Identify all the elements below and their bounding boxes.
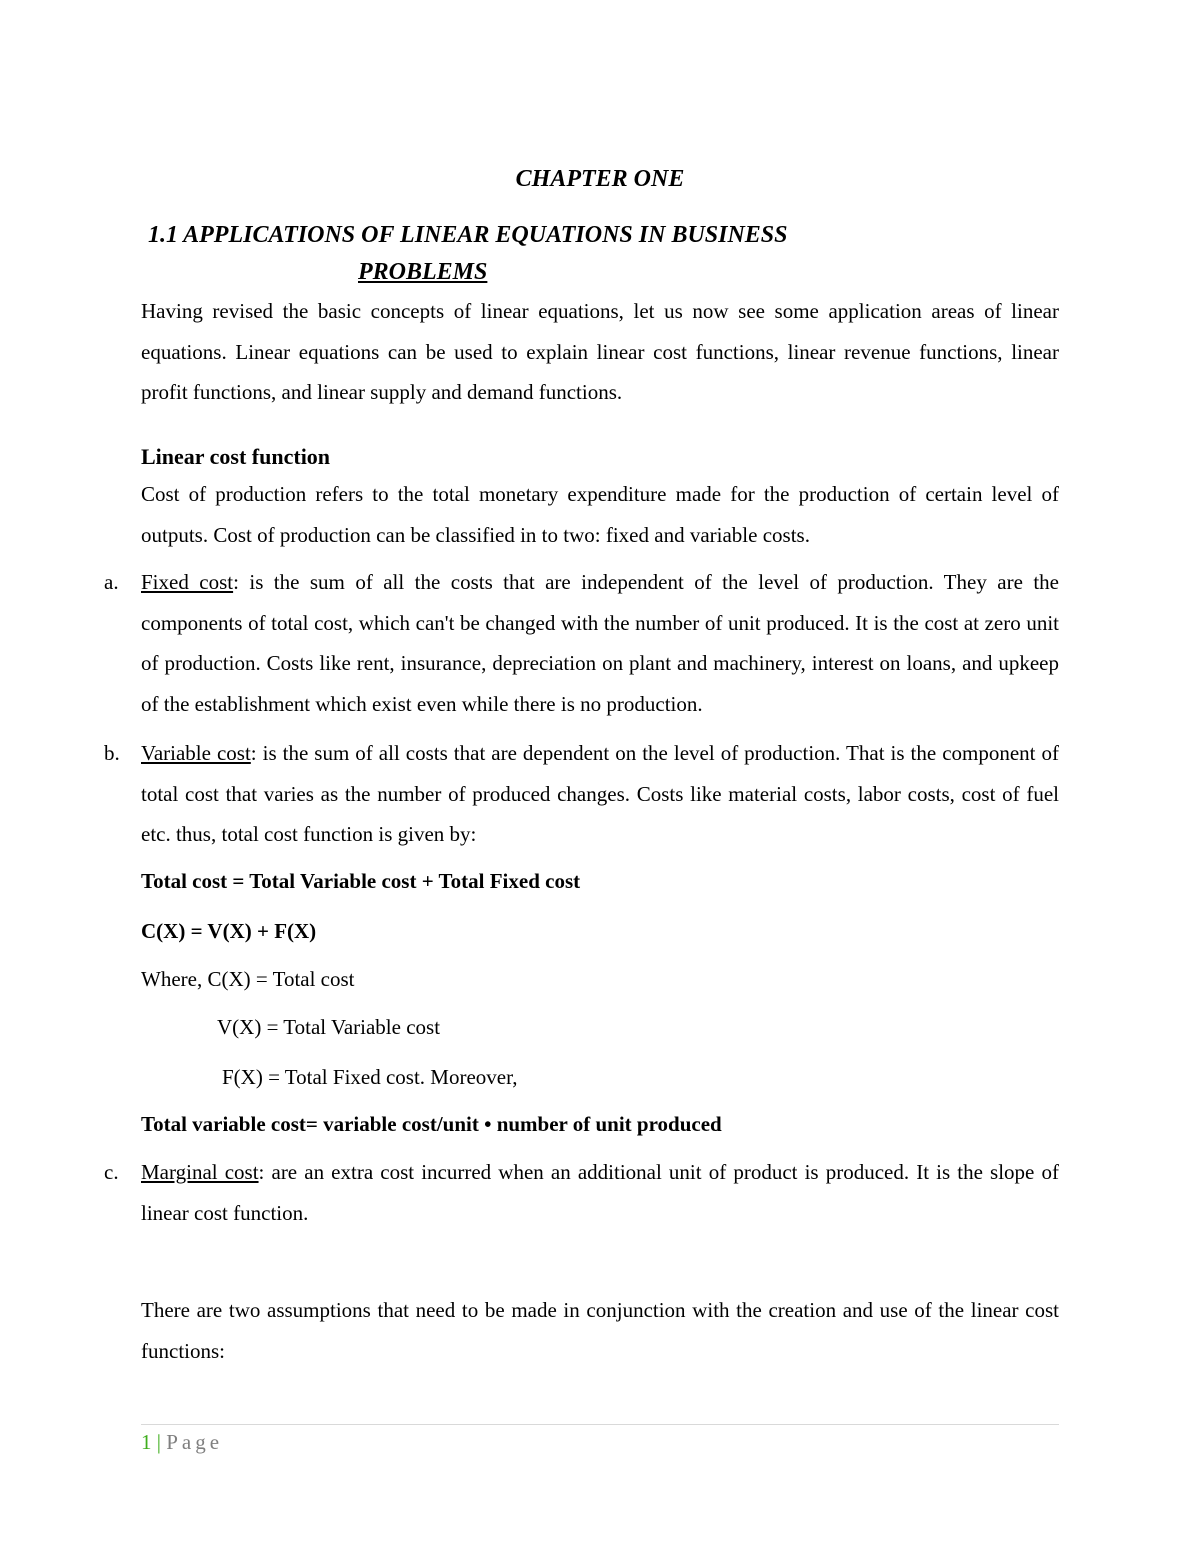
term-variable-cost: Variable cost — [141, 741, 251, 765]
definition-fixed-cost: : is the sum of all the costs that are independent of the level of production. They are the components of total cost, which can't be changed with the number of unit produced. It is the cost at zero unit of production. Costs like rent, insurance, depreciation on plant and machinery, interest on loans, and upkeep of the establishment which exist even while there is no production. — [141, 570, 1059, 716]
list-marker: c. — [104, 1160, 119, 1184]
where-cx: Where, C(X) = Total cost — [141, 967, 355, 991]
page-label: Page — [166, 1430, 224, 1454]
section-title-line-1: 1.1 APPLICATIONS OF LINEAR EQUATIONS IN BUSINESS — [148, 222, 788, 248]
footer-divider — [141, 1424, 1059, 1425]
list-marker: a. — [104, 570, 119, 594]
definition-variable-cost: : is the sum of all costs that are dependent on the level of production. That is the component of total cost that varies as the number of produced changes. Costs like material costs, labor costs, cost of fuel etc. thus, total cost function is given by: — [141, 741, 1059, 846]
list-item-body — [141, 1152, 1059, 1233]
where-fx: F(X) = Total Fixed cost. Moreover, — [222, 1065, 518, 1089]
where-vx: V(X) = Total Variable cost — [217, 1015, 441, 1039]
footer-separator: | — [156, 1430, 161, 1454]
linear-cost-heading: Linear cost function — [141, 444, 331, 469]
formula-total-cost: Total cost = Total Variable cost + Total Fixed cost — [141, 869, 581, 893]
list-item-body — [141, 562, 1059, 724]
list-marker: b. — [104, 741, 120, 765]
chapter-title: CHAPTER ONE — [515, 166, 685, 192]
formula-cx: C(X) = V(X) + F(X) — [141, 919, 317, 943]
page-number: 1 — [141, 1430, 152, 1454]
intro-paragraph: Having revised the basic concepts of linear equations, let us now see some application areas of linear equations. Linear equations can be used to explain linear cost functions, linear revenue functions, linear profit functions, and linear supply and demand functions. — [141, 299, 1059, 404]
linear-cost-paragraph: Cost of production refers to the total monetary expenditure made for the production of certain level of outputs. Cost of production can be classified in to two: fixed and variable costs. — [141, 482, 1059, 547]
term-fixed-cost: Fixed cost — [141, 570, 234, 594]
list-item-body — [141, 733, 1059, 855]
page-footer — [141, 1430, 223, 1455]
formula-total-variable-cost: Total variable cost= variable cost/unit • number of unit produced — [141, 1112, 722, 1136]
section-title-line-2: PROBLEMS — [358, 259, 488, 285]
term-marginal-cost: Marginal cost — [141, 1160, 259, 1184]
assumptions-paragraph: There are two assumptions that need to be made in conjunction with the creation and use of the linear cost functions: — [141, 1298, 1059, 1363]
definition-marginal-cost: : are an extra cost incurred when an additional unit of product is produced. It is the slope of linear cost function. — [141, 1160, 1059, 1225]
